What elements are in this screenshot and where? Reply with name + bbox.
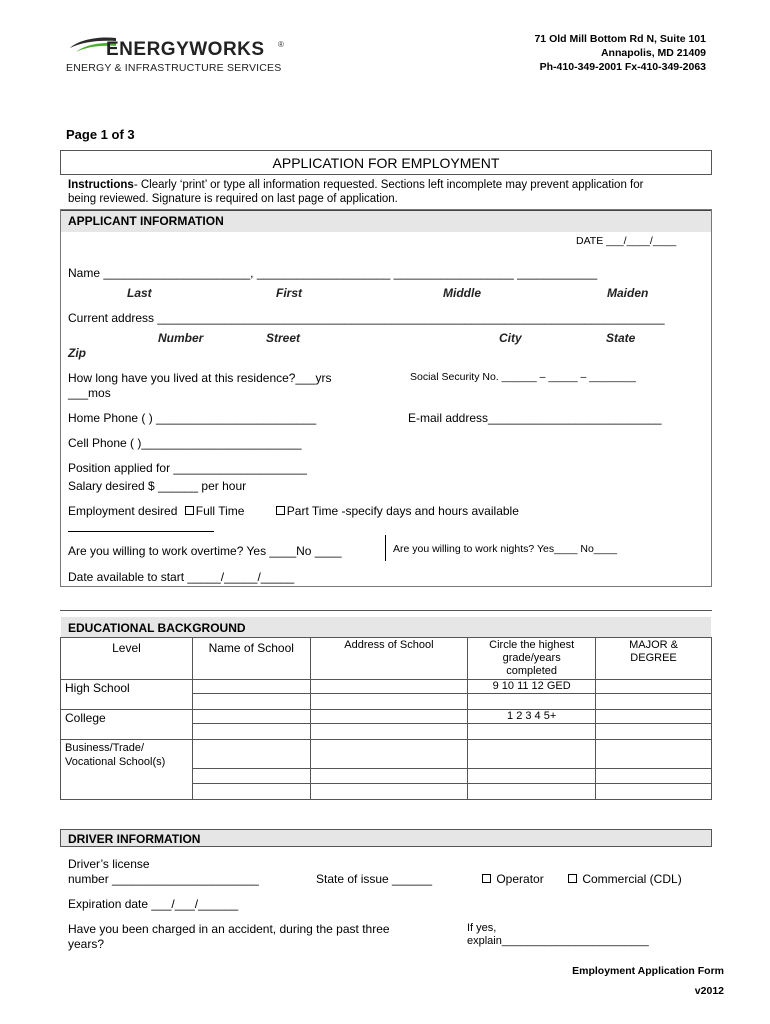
- employment-desired-label: Employment desired: [68, 504, 178, 518]
- address-label-city: City: [499, 331, 522, 345]
- explain-field[interactable]: explain________________________: [467, 935, 649, 947]
- education-header-level: Level: [61, 638, 193, 680]
- education-header-grade: Circle the highest grade/years completed: [468, 638, 596, 680]
- checkbox-icon: [482, 874, 491, 883]
- logo-subtitle: ENERGY & INFRASTRUCTURE SERVICES: [66, 62, 282, 74]
- operator-label: Operator: [496, 872, 544, 886]
- education-level-college: College: [61, 710, 193, 740]
- instructions-line-1: [68, 179, 643, 191]
- part-time-checkbox[interactable]: [276, 504, 519, 518]
- residence-months-field[interactable]: ___mos: [68, 386, 111, 400]
- operator-checkbox[interactable]: [482, 872, 544, 886]
- accident-question-2: years?: [68, 937, 105, 951]
- education-cell[interactable]: [596, 724, 712, 740]
- instructions-text-1: - Clearly ‘print’ or type all information requested. Sections left incomplete may prevent application for: [133, 179, 644, 191]
- name-label-middle: Middle: [443, 286, 481, 300]
- education-cell[interactable]: [192, 740, 310, 769]
- address-label-number: Number: [158, 331, 204, 345]
- page-number: Page 1 of 3: [66, 127, 135, 142]
- education-section-title: EDUCATIONAL BACKGROUND: [68, 621, 246, 635]
- nights-field[interactable]: Are you willing to work nights? Yes____ No____: [393, 543, 618, 555]
- table-row: [61, 710, 712, 724]
- email-field[interactable]: E-mail address__________________________: [408, 411, 662, 425]
- company-address-2: Annapolis, MD 21409: [600, 47, 706, 59]
- footer-form-name: Employment Application Form: [572, 965, 724, 977]
- table-row: [61, 740, 712, 769]
- position-field[interactable]: Position applied for ____________________: [68, 461, 307, 475]
- education-cell[interactable]: [310, 694, 468, 710]
- education-grades-college[interactable]: 1 2 3 4 5+: [468, 710, 596, 724]
- instructions-label: Instructions: [68, 179, 134, 191]
- education-cell[interactable]: [596, 680, 712, 694]
- education-grades-highschool[interactable]: 9 10 11 12 GED: [468, 680, 596, 694]
- education-cell[interactable]: [192, 784, 310, 800]
- expiration-date-field[interactable]: Expiration date ___/___/______: [68, 897, 239, 911]
- education-cell[interactable]: [310, 784, 468, 800]
- company-phone: Ph-410-349-2001 Fx-410-349-2063: [539, 61, 706, 73]
- name-field[interactable]: Name ______________________, ____________________ __________________ ____________: [68, 266, 598, 280]
- address-label-street: Street: [266, 331, 301, 345]
- education-cell[interactable]: [596, 784, 712, 800]
- education-header-school: Name of School: [192, 638, 310, 680]
- salary-field[interactable]: Salary desired $ ______ per hour: [68, 479, 247, 493]
- education-cell[interactable]: [310, 769, 468, 784]
- table-row: [61, 680, 712, 694]
- full-time-checkbox[interactable]: [185, 504, 245, 518]
- registered-icon: ®: [278, 40, 284, 49]
- education-cell[interactable]: [596, 710, 712, 724]
- current-address-field[interactable]: Current address ____________________________________________________________________________: [68, 311, 665, 325]
- education-cell[interactable]: [192, 694, 310, 710]
- name-label-first: First: [276, 286, 303, 300]
- ssn-field[interactable]: Social Security No. ______ – _____ – ________: [410, 371, 636, 383]
- accident-question-1: Have you been charged in an accident, during the past three: [68, 922, 390, 936]
- education-cell[interactable]: [192, 680, 310, 694]
- cell-phone-field[interactable]: Cell Phone ( )________________________: [68, 436, 302, 450]
- education-cell[interactable]: [192, 769, 310, 784]
- commercial-label: Commercial (CDL): [582, 872, 682, 886]
- commercial-checkbox[interactable]: [568, 872, 682, 886]
- company-logo: [66, 36, 316, 78]
- address-label-zip: Zip: [68, 346, 86, 360]
- address-label-state: State: [606, 331, 636, 345]
- education-table: [60, 637, 712, 800]
- full-time-label: Full Time: [195, 504, 245, 518]
- education-cell[interactable]: [596, 769, 712, 784]
- form-title: APPLICATION FOR EMPLOYMENT: [272, 155, 500, 171]
- education-cell[interactable]: [596, 694, 712, 710]
- overtime-field[interactable]: Are you willing to work overtime? Yes ____No ____: [68, 544, 342, 558]
- date-available-field[interactable]: Date available to start _____/_____/_____: [68, 570, 295, 584]
- name-label-maiden: Maiden: [607, 286, 649, 300]
- license-number-field[interactable]: number ______________________: [68, 872, 259, 886]
- license-label: Driver’s license: [68, 857, 150, 871]
- education-cell[interactable]: [192, 724, 310, 740]
- residence-duration-field[interactable]: How long have you lived at this residence?___yrs: [68, 371, 332, 385]
- education-cell[interactable]: [468, 784, 596, 800]
- education-cell[interactable]: [468, 740, 596, 769]
- education-level-highschool: High School: [61, 680, 193, 710]
- applicant-section-title: APPLICANT INFORMATION: [68, 214, 224, 228]
- education-level-vocational: Business/Trade/ Vocational School(s): [61, 740, 193, 800]
- company-address-1: 71 Old Mill Bottom Rd N, Suite 101: [534, 33, 706, 45]
- state-of-issue-field[interactable]: State of issue ______: [316, 872, 433, 886]
- date-field[interactable]: DATE ___/____/____: [576, 235, 677, 247]
- logo-name: ENERGYWORKS: [106, 39, 265, 60]
- education-cell[interactable]: [310, 680, 468, 694]
- checkbox-icon: [276, 506, 285, 515]
- checkbox-icon: [185, 506, 194, 515]
- education-cell[interactable]: [192, 710, 310, 724]
- education-cell[interactable]: [310, 724, 468, 740]
- instructions-line-2: being reviewed. Signature is required on last page of application.: [68, 193, 398, 205]
- education-cell[interactable]: [596, 740, 712, 769]
- education-cell[interactable]: [468, 694, 596, 710]
- overtime-divider: [385, 535, 386, 561]
- education-cell[interactable]: [310, 740, 468, 769]
- education-cell[interactable]: [468, 724, 596, 740]
- education-header-address: Address of School: [310, 638, 468, 680]
- education-top-rule: [60, 610, 712, 611]
- checkbox-icon: [568, 874, 577, 883]
- education-cell[interactable]: [468, 769, 596, 784]
- title-box: [60, 150, 712, 175]
- education-cell[interactable]: [310, 710, 468, 724]
- part-time-underline: [68, 531, 214, 532]
- part-time-label: Part Time -specify days and hours available: [286, 504, 519, 518]
- driver-section-title: DRIVER INFORMATION: [68, 832, 201, 846]
- name-label-last: Last: [127, 286, 152, 300]
- employment-desired-row: [68, 504, 519, 518]
- education-header-major: MAJOR & DEGREE: [596, 638, 712, 680]
- home-phone-field[interactable]: Home Phone ( ) ________________________: [68, 411, 317, 425]
- footer-version: v2012: [694, 985, 724, 997]
- if-yes-label: If yes,: [467, 922, 497, 934]
